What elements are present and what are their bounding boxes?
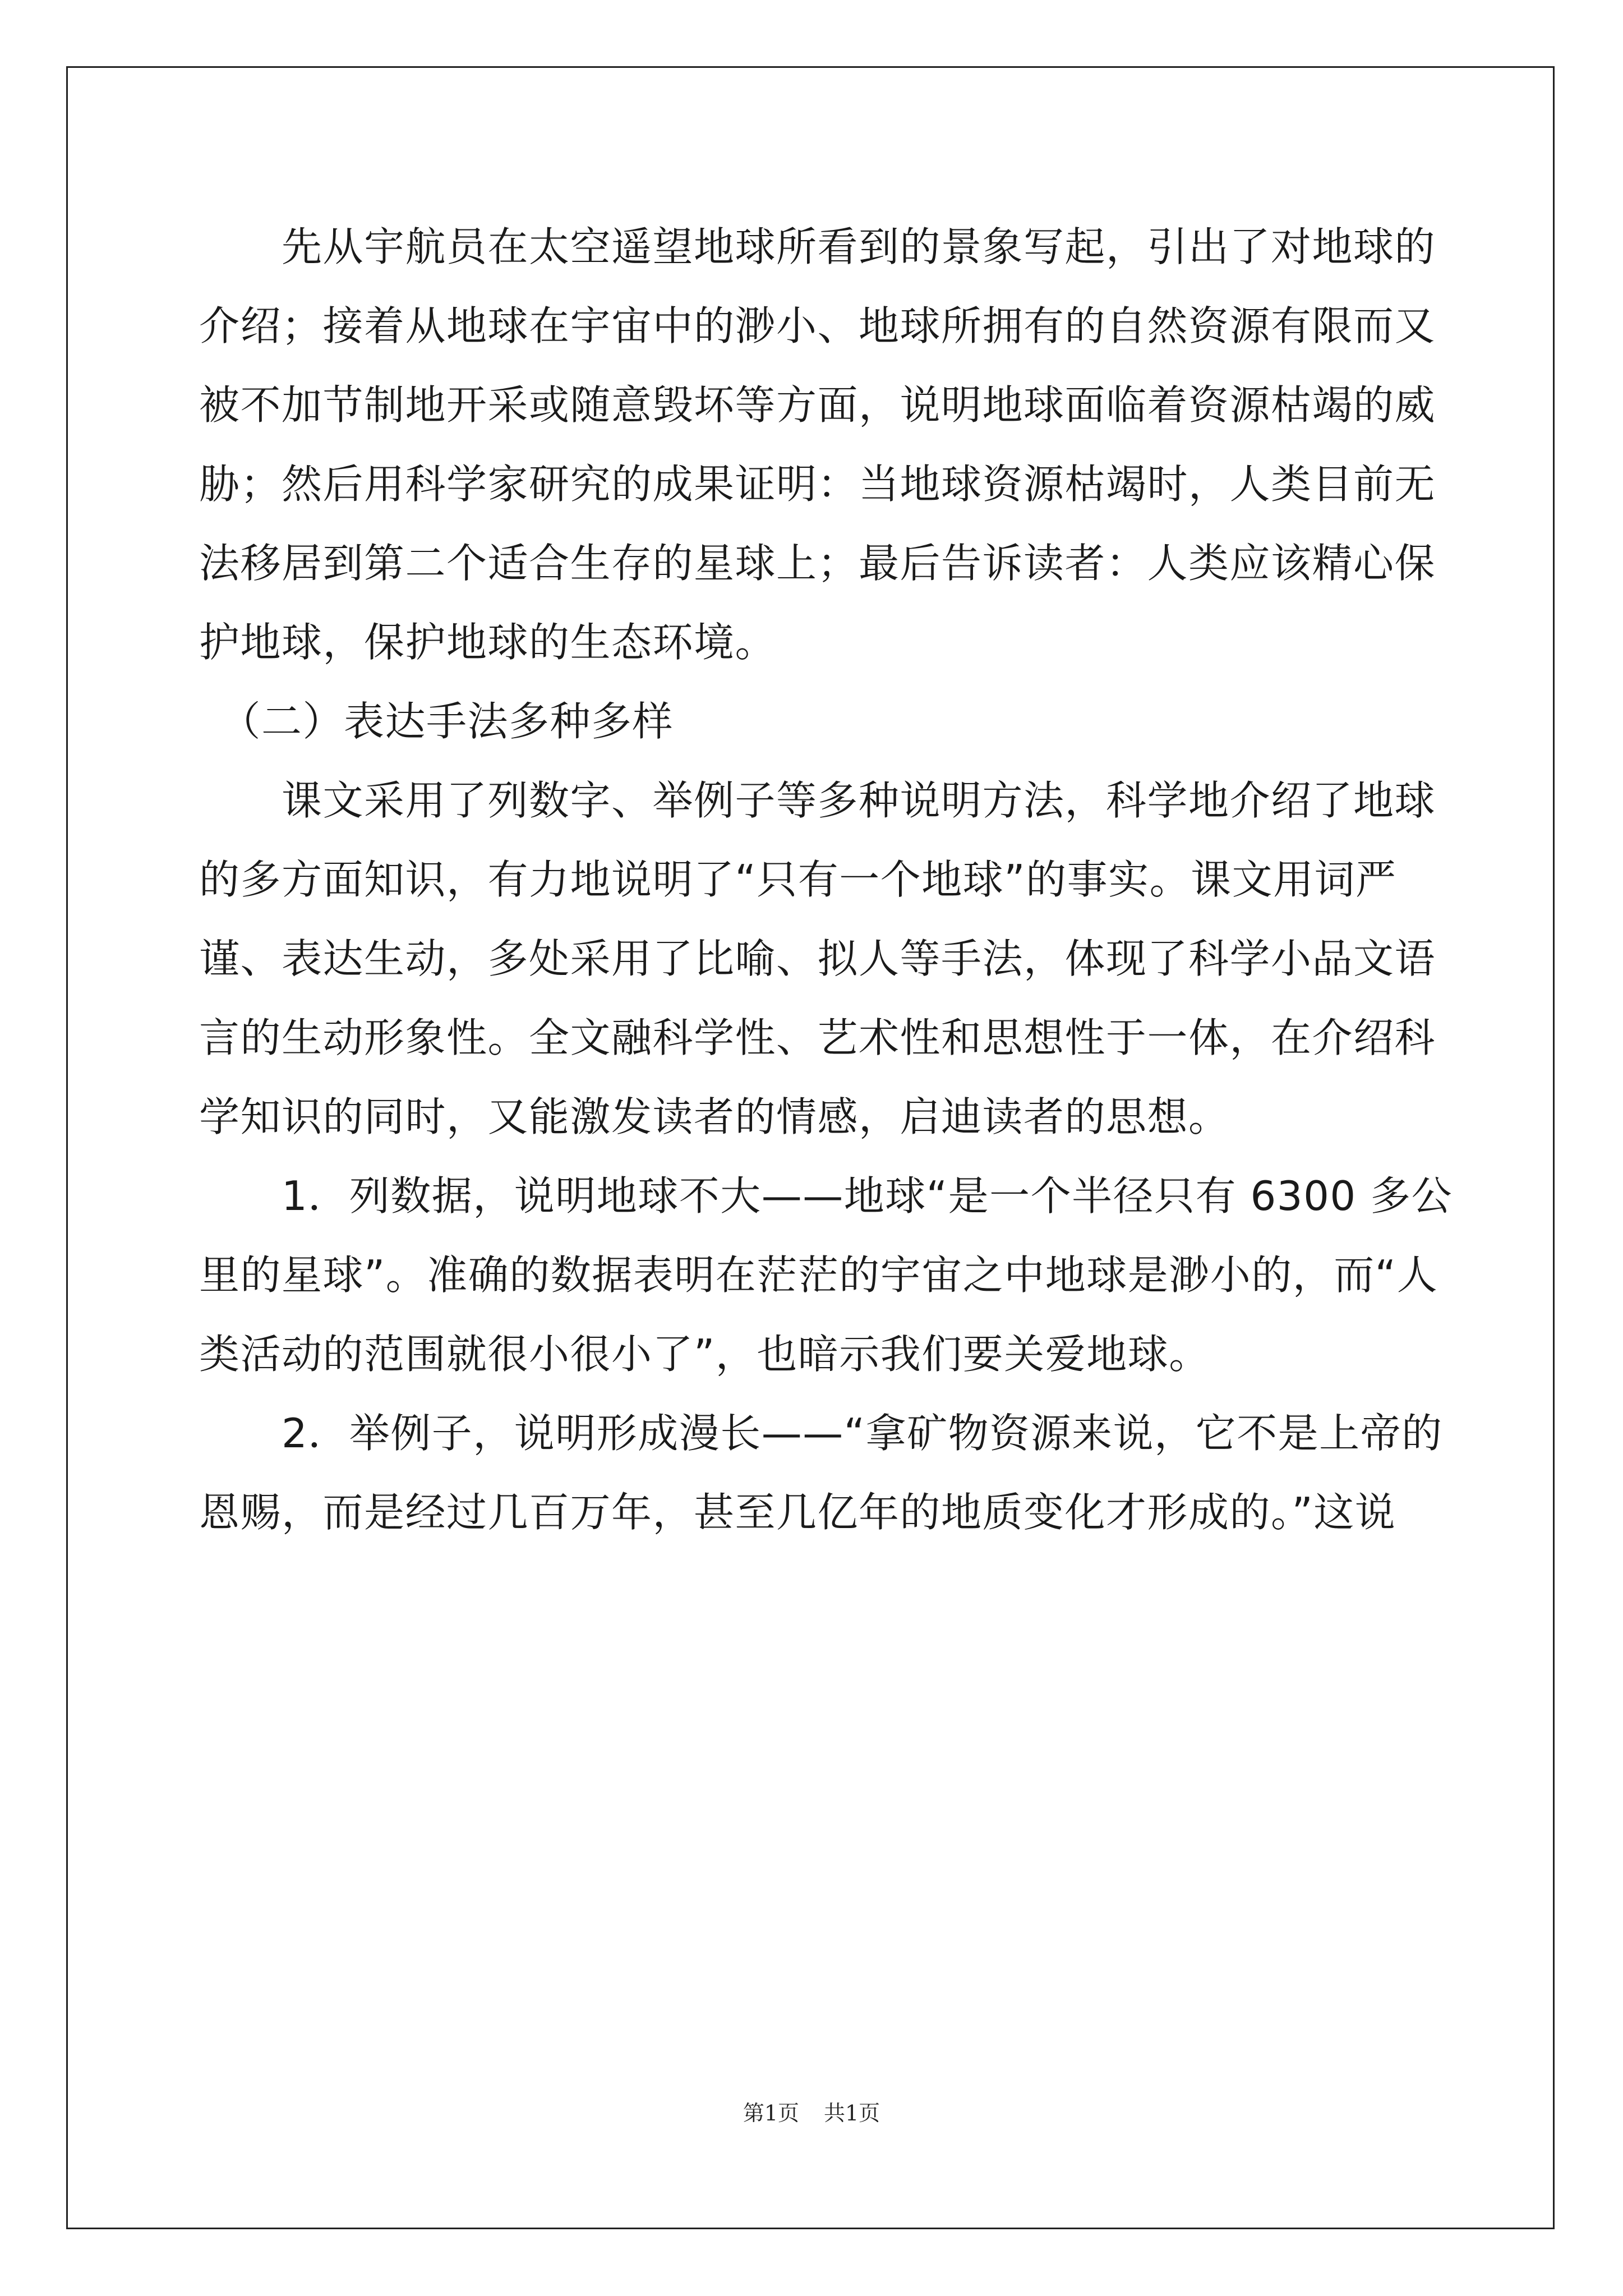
text-line: 里的星球”。准确的数据表明在茫茫的宇宙之中地球是渺小的，而“人 bbox=[199, 1251, 1438, 1299]
page-number: 第1页 bbox=[743, 2101, 799, 2125]
page-total: 共1页 bbox=[824, 2101, 880, 2125]
text-line: 被不加节制地开采或随意毁坏等方面，说明地球面临着资源枯竭的威 bbox=[199, 381, 1436, 429]
document-body bbox=[199, 208, 1453, 1552]
text-line: 言的生动形象性。全文融科学性、艺术性和思想性于一体，在介绍科 bbox=[199, 1014, 1436, 1061]
text-line: 课文采用了列数字、举例子等多种说明方法，科学地介绍了地球 bbox=[199, 777, 1436, 824]
page-footer bbox=[0, 2096, 1623, 2127]
text-line: 谨、表达生动，多处采用了比喻、拟人等手法，体现了科学小品文语 bbox=[199, 935, 1436, 982]
text-line: 类活动的范围就很小很小了”，也暗示我们要关爱地球。 bbox=[199, 1331, 1210, 1378]
text-line: 介绍；接着从地球在宇宙中的渺小、地球所拥有的自然资源有限而又 bbox=[199, 302, 1436, 349]
text-line: 的多方面知识，有力地说明了“只有一个地球”的事实。课文用词严 bbox=[199, 856, 1397, 903]
text-line: 法移居到第二个适合生存的星球上；最后告诉读者：人类应该精心保 bbox=[199, 540, 1436, 587]
section-heading: （二）表达手法多种多样 bbox=[199, 698, 674, 745]
text-line: 1．列数据，说明地球不大——地球“是一个半径只有 6300 多公 bbox=[199, 1172, 1453, 1220]
text-line: 2．举例子，说明形成漫长——“拿矿物资源来说，它不是上帝的 bbox=[199, 1410, 1443, 1457]
text-line: 先从宇航员在太空遥望地球所看到的景象写起，引出了对地球的 bbox=[199, 223, 1436, 270]
text-line: 护地球，保护地球的生态环境。 bbox=[199, 619, 777, 666]
text-line: 胁；然后用科学家研究的成果证明：当地球资源枯竭时，人类目前无 bbox=[199, 461, 1436, 508]
text-line: 恩赐，而是经过几百万年，甚至几亿年的地质变化才形成的。”这说 bbox=[199, 1489, 1396, 1536]
text-line: 学知识的同时，又能激发读者的情感，启迪读者的思想。 bbox=[199, 1093, 1230, 1140]
